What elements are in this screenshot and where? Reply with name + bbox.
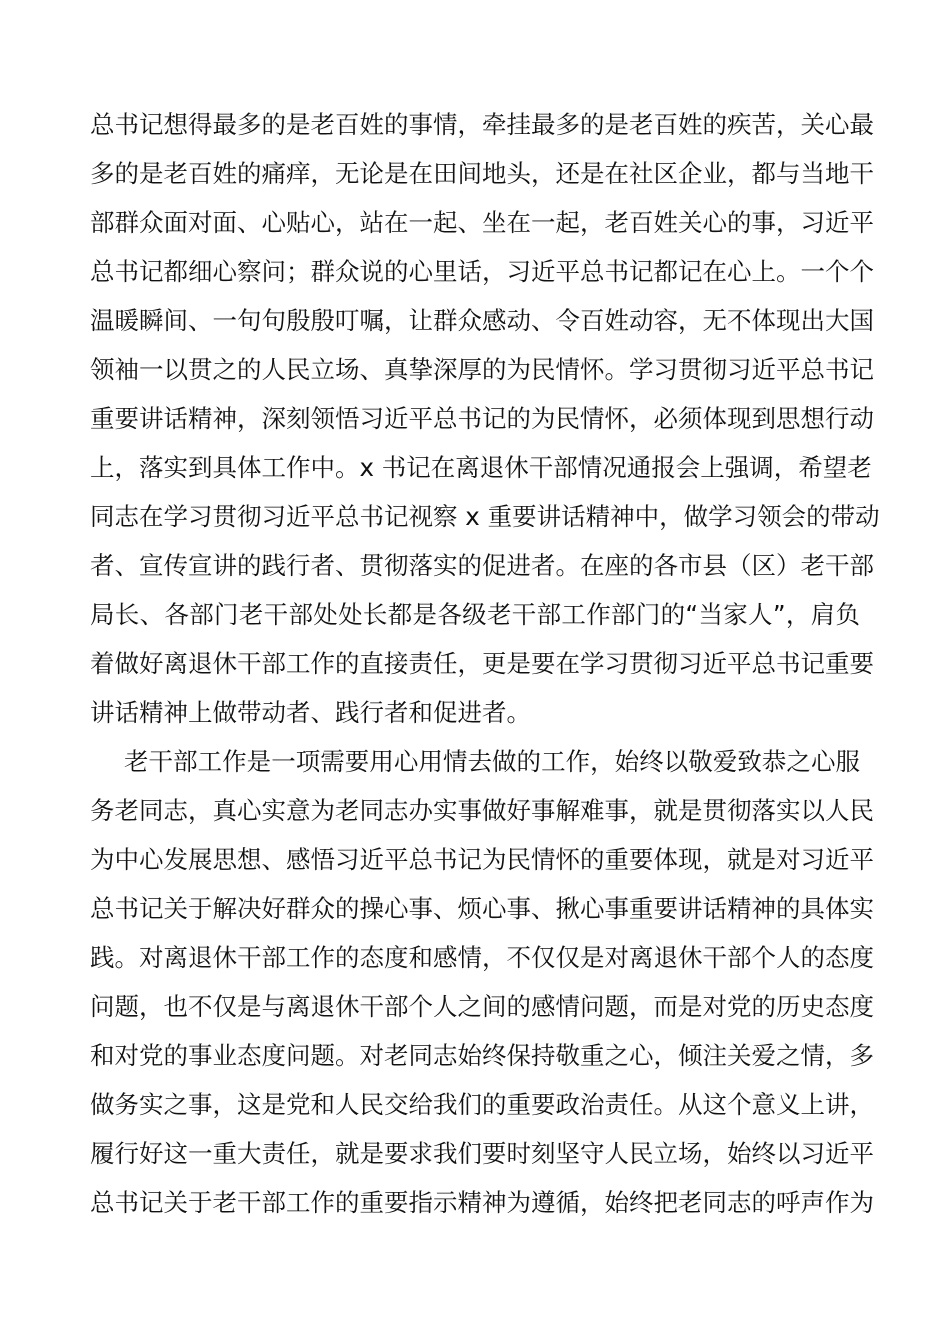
paragraph-1-line-3: 部群众面对面、心贴心，站在一起、坐在一起，老百姓关心的事，习近平: [90, 208, 874, 237]
paragraph-1-line-13: 讲话精神上做带动者、践行者和促进者。: [90, 698, 531, 727]
paragraph-1-line-8: 上，落实到具体工作中。x 书记在离退休干部情况通报会上强调，希望老: [90, 453, 872, 482]
paragraph-2-line-5: 践。对离退休干部工作的态度和感情，不仅仅是对离退休干部个人的态度: [90, 943, 874, 972]
paragraph-1-line-9: 同志在学习贯彻习近平总书记视察 x 重要讲话精神中，做学习领会的带动: [90, 502, 880, 531]
paragraph-2-line-7: 和对党的事业态度问题。对老同志始终保持敬重之心，倾注关爱之情，多: [90, 1041, 874, 1070]
paragraph-1-line-7: 重要讲话精神，深刻领悟习近平总书记的为民情怀，必须体现到思想行动: [90, 404, 874, 433]
paragraph-1-line-2: 多的是老百姓的痛痒，无论是在田间地头，还是在社区企业，都与当地干: [90, 159, 874, 188]
paragraph-1-line-6: 领袖一以贯之的人民立场、真挚深厚的为民情怀。学习贯彻习近平总书记: [90, 355, 874, 384]
paragraph-1-line-11: 局长、各部门老干部处处长都是各级老干部工作部门的“当家人”，肩负: [90, 600, 860, 629]
paragraph-1-line-12: 着做好离退休干部工作的直接责任，更是要在学习贯彻习近平总书记重要: [90, 649, 874, 678]
paragraph-1-line-5: 温暖瞬间、一句句殷殷叮嘱，让群众感动、令百姓动容，无不体现出大国: [90, 306, 874, 335]
paragraph-2-line-8: 做务实之事，这是党和人民交给我们的重要政治责任。从这个意义上讲，: [90, 1090, 874, 1119]
paragraph-2-line-1: 老干部工作是一项需要用心用情去做的工作，始终以敬爱致恭之心服: [124, 747, 860, 776]
paragraph-1-line-4: 总书记都细心察问；群众说的心里话，习近平总书记都记在心上。一个个: [90, 257, 874, 286]
paragraph-2-line-6: 问题，也不仅是与离退休干部个人之间的感情问题，而是对党的历史态度: [90, 992, 874, 1021]
paragraph-1-line-10: 者、宣传宣讲的践行者、贯彻落实的促进者。在座的各市县（区）老干部: [90, 551, 874, 580]
paragraph-2-line-3: 为中心发展思想、感悟习近平总书记为民情怀的重要体现，就是对习近平: [90, 845, 874, 874]
paragraph-2-line-10: 总书记关于老干部工作的重要指示精神为遵循，始终把老同志的呼声作为: [90, 1188, 874, 1217]
paragraph-2-line-2: 务老同志，真心实意为老同志办实事做好事解难事，就是贯彻落实以人民: [90, 796, 874, 825]
document-body: [90, 100, 880, 1227]
paragraph-2-line-9: 履行好这一重大责任，就是要求我们要时刻坚守人民立场，始终以习近平: [90, 1139, 874, 1168]
paragraph-2-line-4: 总书记关于解决好群众的操心事、烦心事、揪心事重要讲话精神的具体实: [90, 894, 874, 923]
paragraph-1-line-1: 总书记想得最多的是老百姓的事情，牵挂最多的是老百姓的疾苦，关心最: [90, 110, 874, 139]
